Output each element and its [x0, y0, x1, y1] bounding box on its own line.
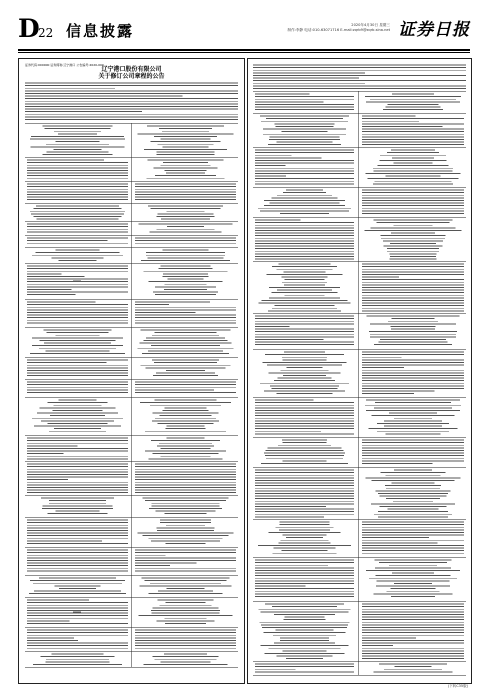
page-number: 22: [38, 26, 54, 40]
left-column-text-block: [19, 59, 244, 683]
announcement-kicker: 证券代码:000000 证券简称:辽宁港口 公告编号:2020-000: [25, 63, 104, 67]
announcement-company: 辽宁港口股份有限公司: [101, 66, 162, 73]
section-title: 信息披露: [66, 22, 135, 40]
announcement-title: 关于修订公司章程的公告: [98, 73, 165, 80]
masthead-rule-thin: [18, 52, 470, 53]
right-column-text-block: [248, 59, 471, 683]
announcement-right-column: [247, 58, 472, 684]
page-letter: D: [18, 14, 40, 43]
continuation-note: (下转C35版): [447, 684, 468, 688]
masthead: [18, 14, 470, 46]
date-line: 2020年4月30日 星期三: [351, 23, 390, 27]
newspaper-brand: 证券日报: [398, 20, 470, 40]
announcement-left-column: [18, 58, 245, 684]
masthead-rule-thick: [18, 49, 470, 51]
masthead-meta: [288, 23, 390, 33]
contact-line: 制作:李静 电话:010-63071716 E-mail:zqrb9@zqrb.sina.net: [287, 28, 390, 32]
